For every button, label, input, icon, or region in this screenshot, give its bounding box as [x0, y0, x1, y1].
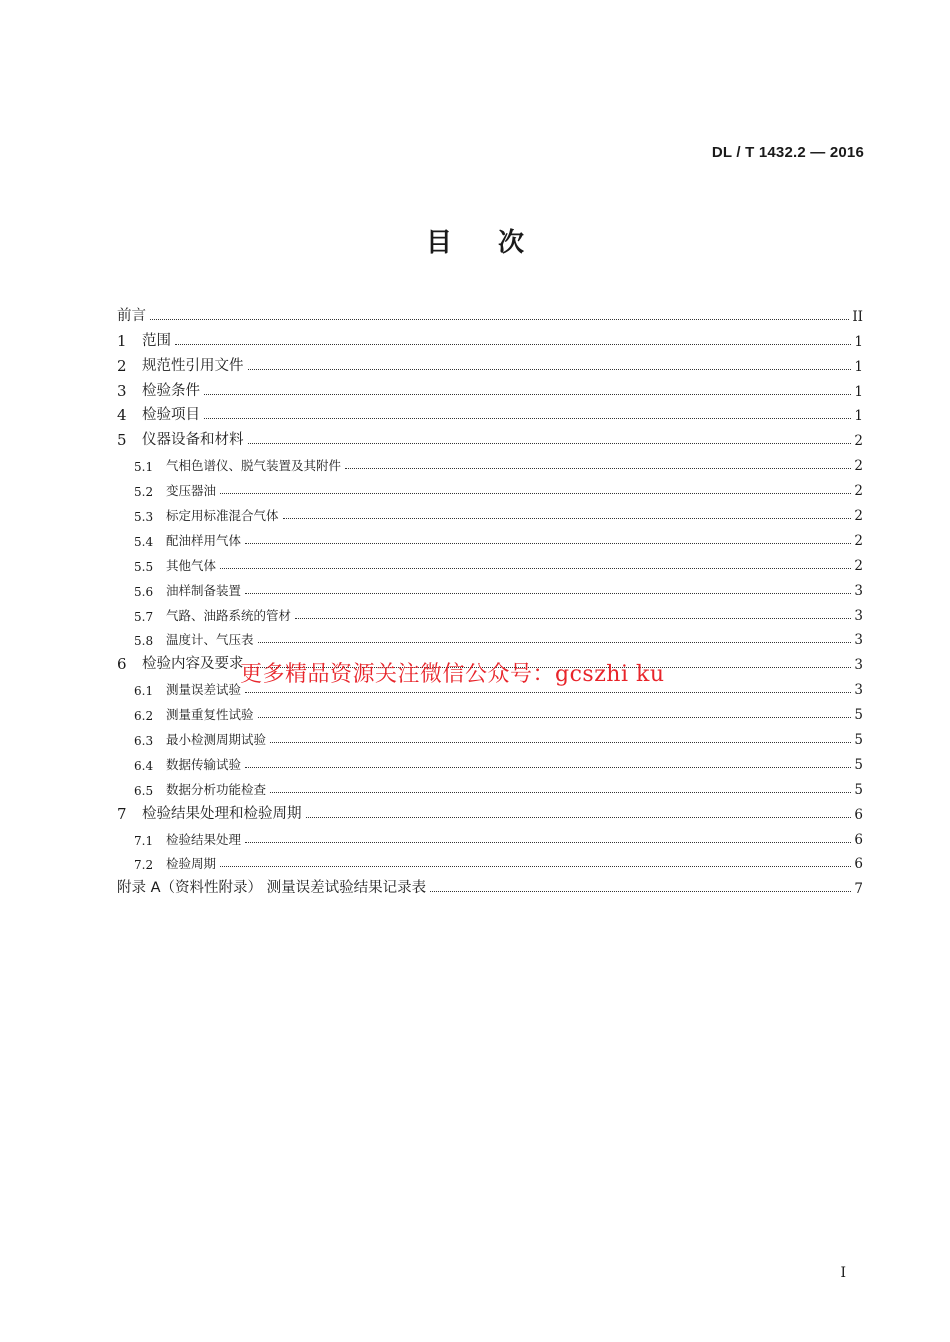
toc-entry[interactable] [117, 375, 863, 400]
toc-entry[interactable] [117, 400, 863, 425]
toc-entry-label: 规范性引用文件 [142, 357, 244, 374]
toc-leader-dots [245, 767, 851, 768]
toc-entry-page: 1 [854, 333, 863, 350]
toc-entry-page: 3 [854, 632, 863, 649]
toc-entry-label: 检验结果处理和检验周期 [142, 805, 302, 822]
toc-entry-label: 温度计、气压表 [166, 632, 254, 648]
toc-entry-number: 7 [117, 804, 127, 823]
toc-entry-number: 6.3 [134, 734, 154, 749]
toc-entry-number: 5.8 [134, 634, 154, 649]
toc-entry-label: 检验项目 [142, 407, 200, 424]
toc-entry-page: II [852, 308, 863, 325]
toc-entry-number: 5.3 [134, 510, 154, 525]
toc-entry-number: 7.1 [134, 833, 154, 848]
toc-entry[interactable] [117, 499, 863, 524]
toc-entry-number: 6.4 [134, 758, 154, 773]
toc-leader-dots [245, 842, 851, 843]
toc-leader-dots [283, 518, 851, 519]
toc-entry[interactable] [117, 325, 863, 350]
toc-leader-dots [150, 319, 849, 320]
toc-entry[interactable] [117, 350, 863, 375]
toc-entry-label: 测量误差试验 [166, 682, 242, 698]
toc-entry-label: 范围 [142, 332, 171, 349]
toc-leader-dots [220, 568, 851, 569]
toc-entry-label: 标定用标准混合气体 [166, 508, 279, 524]
toc-leader-dots [306, 817, 852, 818]
toc-entry[interactable] [117, 624, 863, 649]
watermark [240, 657, 665, 688]
toc-leader-dots [270, 792, 851, 793]
toc-entry[interactable] [117, 823, 863, 848]
toc-entry-page: 7 [854, 881, 863, 898]
toc-entry-number: 5.7 [134, 609, 154, 624]
toc-entry[interactable] [117, 872, 863, 897]
toc-leader-dots [248, 369, 852, 370]
toc-entry-page: 3 [854, 657, 863, 674]
toc-entry-number: 5.4 [134, 534, 154, 549]
toc-entry-page: 1 [854, 358, 863, 375]
toc-entry-label: 数据分析功能检查 [166, 781, 267, 797]
toc-entry[interactable] [117, 474, 863, 499]
toc-leader-dots [245, 593, 851, 594]
toc-entry-label: 气相色谱仪、脱气装置及其附件 [166, 458, 342, 474]
toc-leader-dots [258, 642, 851, 643]
toc-entry-page: 5 [854, 756, 863, 773]
page-number: I [840, 1265, 846, 1281]
toc-entry-page: 2 [854, 458, 863, 475]
toc-entry[interactable] [117, 574, 863, 599]
toc-entry[interactable] [117, 599, 863, 624]
toc-entry-label: 附录 A（资料性附录） 测量误差试验结果记录表 [117, 880, 427, 897]
toc-leader-dots [220, 493, 851, 494]
toc-entry-number: 3 [117, 381, 127, 400]
toc-entry-number: 7.2 [134, 858, 154, 873]
toc-entry[interactable] [117, 300, 863, 325]
toc-entry[interactable] [117, 798, 863, 823]
toc-entry-page: 2 [854, 508, 863, 525]
toc-leader-dots [204, 418, 851, 419]
watermark-text-en: gcszhi ku [555, 662, 665, 687]
toc-leader-dots [245, 543, 851, 544]
toc-entry[interactable] [117, 449, 863, 474]
toc-entry[interactable] [117, 549, 863, 574]
toc-entry-label: 检验结果处理 [166, 831, 242, 847]
toc-entry-page: 1 [854, 383, 863, 400]
toc-entry-label: 气路、油路系统的管材 [166, 607, 292, 623]
toc-entry-label: 前言 [117, 307, 146, 324]
toc-entry-label: 最小检测周期试验 [166, 732, 267, 748]
toc-entry-number: 5.5 [134, 559, 154, 574]
toc-entry-label: 检验周期 [166, 856, 217, 872]
toc-entry-page: 6 [854, 806, 863, 823]
toc-leader-dots [258, 717, 851, 718]
toc-entry-page: 6 [854, 856, 863, 873]
toc-entry-number: 6 [117, 655, 127, 674]
toc-entry-number: 5.1 [134, 460, 154, 475]
toc-entry[interactable] [117, 524, 863, 549]
toc-entry-page: 1 [854, 408, 863, 425]
toc-entry-page: 5 [854, 781, 863, 798]
toc-entry-page: 3 [854, 582, 863, 599]
toc-entry-label: 检验内容及要求 [142, 656, 244, 673]
table-of-contents [117, 300, 863, 897]
toc-entry-label: 配油样用气体 [166, 532, 242, 548]
toc-leader-dots [175, 344, 851, 345]
toc-entry-label: 油样制备装置 [166, 582, 242, 598]
toc-leader-dots [345, 468, 851, 469]
toc-leader-dots [430, 891, 851, 892]
toc-entry-number: 6.1 [134, 684, 154, 699]
toc-entry[interactable] [117, 848, 863, 873]
watermark-text-cn: 更多精品资源关注微信公众号： [240, 662, 556, 687]
page-title: 目次 [425, 228, 570, 258]
toc-entry-label: 仪器设备和材料 [142, 432, 244, 449]
toc-entry[interactable] [117, 748, 863, 773]
toc-entry-page: 5 [854, 707, 863, 724]
toc-entry-page: 3 [854, 682, 863, 699]
toc-leader-dots [220, 866, 851, 867]
toc-leader-dots [270, 742, 851, 743]
toc-entry-page: 2 [854, 532, 863, 549]
toc-entry-number: 6.2 [134, 709, 154, 724]
toc-leader-dots [295, 618, 851, 619]
toc-entry-number: 5 [117, 431, 127, 450]
toc-entry-label: 测量重复性试验 [166, 707, 254, 723]
toc-entry-number: 5.2 [134, 485, 154, 500]
toc-entry-number: 5.6 [134, 584, 154, 599]
toc-entry-page: 5 [854, 732, 863, 749]
toc-leader-dots [204, 394, 851, 395]
toc-entry[interactable] [117, 723, 863, 748]
standard-code: DL / T 1432.2 — 2016 [711, 144, 864, 161]
toc-entry-label: 数据传输试验 [166, 756, 242, 772]
toc-leader-dots [248, 443, 852, 444]
toc-entry-number: 2 [117, 356, 127, 375]
toc-entry-page: 3 [854, 607, 863, 624]
toc-entry-label: 检验条件 [142, 382, 200, 399]
toc-entry-page: 2 [854, 483, 863, 500]
toc-entry-number: 4 [117, 406, 127, 425]
toc-entry-label: 其他气体 [166, 557, 217, 573]
toc-entry-number: 1 [117, 331, 127, 350]
toc-entry-number: 6.5 [134, 783, 154, 798]
toc-entry[interactable] [117, 773, 863, 798]
toc-entry[interactable] [117, 424, 863, 449]
toc-entry-page: 2 [854, 433, 863, 450]
toc-entry-label: 变压器油 [166, 483, 217, 499]
toc-leader-dots [245, 692, 851, 693]
toc-entry[interactable] [117, 698, 863, 723]
toc-entry-page: 6 [854, 831, 863, 848]
toc-entry-page: 2 [854, 557, 863, 574]
